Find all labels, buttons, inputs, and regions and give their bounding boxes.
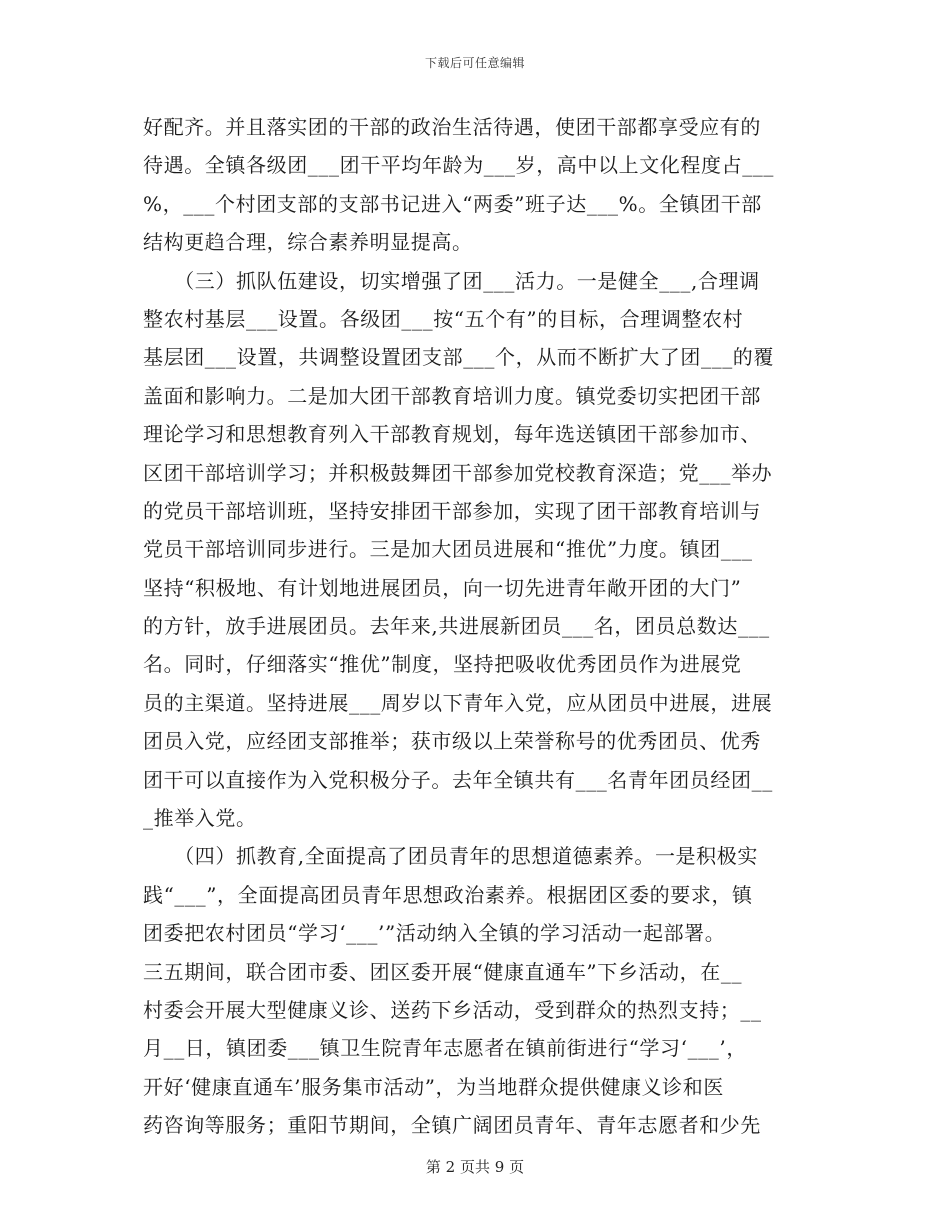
body-text — [143, 108, 807, 1145]
text-line: 待遇。全镇各级团___团干平均年龄为___岁，高中以上文化程度占___ — [143, 153, 774, 178]
text-line: 村委会开展大型健康义诊、送药下乡活动，受到群众的热烈支持；__ — [143, 997, 762, 1022]
text-line: （四）抓教育,全面提高了团员青年的思想道德素养。一是积极实 — [143, 844, 758, 869]
text-line: 的方针，放手进展团员。去年来,共进展新团员___名，团员总数达___ — [143, 614, 770, 639]
text-line: 三五期间，联合团市委、团区委开展“健康直通车”下乡活动，在__ — [143, 959, 743, 984]
text-line: 团员入党，应经团支部推举；获市级以上荣誉称号的优秀团员、优秀 — [143, 729, 761, 754]
text-line: 团委把农村团员“学习‘___’”活动纳入全镇的学习活动一起部署。 — [143, 921, 726, 946]
page-header: 下载后可任意编辑 — [424, 56, 525, 70]
text-line: 践“___”，全面提高团员青年思想政治素养。根据团区委的要求，镇 — [143, 882, 753, 907]
page-footer: 第 2 页共 9 页 — [425, 1158, 525, 1176]
text-line: 整农村基层___设置。各级团___按“五个有”的目标，合理调整农村 — [143, 306, 744, 331]
text-line: 坚持“积极地、有计划地进展团员，向一切先进青年敞开团的大门” — [143, 575, 742, 600]
text-line: 药咨询等服务；重阳节期间，全镇广阔团员青年、青年志愿者和少先 — [143, 1113, 761, 1138]
text-line: 好配齐。并且落实团的干部的政治生活待遇，使团干部都享受应有的 — [143, 115, 761, 139]
text-line: 理论学习和思想教育列入干部教育规划，每年选送镇团干部参加市、 — [143, 422, 761, 447]
text-line: 基层团___设置，共调整设置团支部___个，从而不断扩大了团___的覆 — [143, 345, 774, 370]
text-line: %，___个村团支部的支部书记进入“两委”班子达___%。全镇团干部 — [143, 191, 762, 216]
text-line: 盖面和影响力。二是加大团干部教育培训力度。镇党委切实把团干部 — [143, 383, 761, 408]
text-line: （三）抓队伍建设，切实增强了团___活力。一是健全___,合理调 — [143, 268, 760, 293]
text-line: 结构更趋合理，综合素养明显提高。 — [143, 230, 473, 255]
text-line: 团干可以直接作为入党积极分子。去年全镇共有___名青年团员经团__ — [143, 767, 773, 792]
text-line: 区团干部培训学习；并积极鼓舞团干部参加党校教育深造；党___举办 — [143, 460, 773, 485]
text-line: 开好‘健康直通车’服务集市活动”，为当地群众提供健康义诊和医 — [143, 1074, 724, 1099]
text-line: _推举入党。 — [143, 806, 257, 831]
text-line: 的党员干部培训班，坚持安排团干部参加，实现了团干部教育培训与 — [143, 498, 761, 523]
text-line: 月__日，镇团委___镇卫生院青年志愿者在镇前街进行“学习‘___’， — [143, 1036, 747, 1061]
text-line: 党员干部培训同步进行。三是加大团员进展和“推优”力度。镇团___ — [143, 537, 753, 562]
text-line: 名。同时，仔细落实“推优”制度，坚持把吸收优秀团员作为进展党 — [143, 652, 742, 677]
text-line: 员的主渠道。坚持进展___周岁以下青年入党，应从团员中进展，进展 — [143, 690, 773, 715]
